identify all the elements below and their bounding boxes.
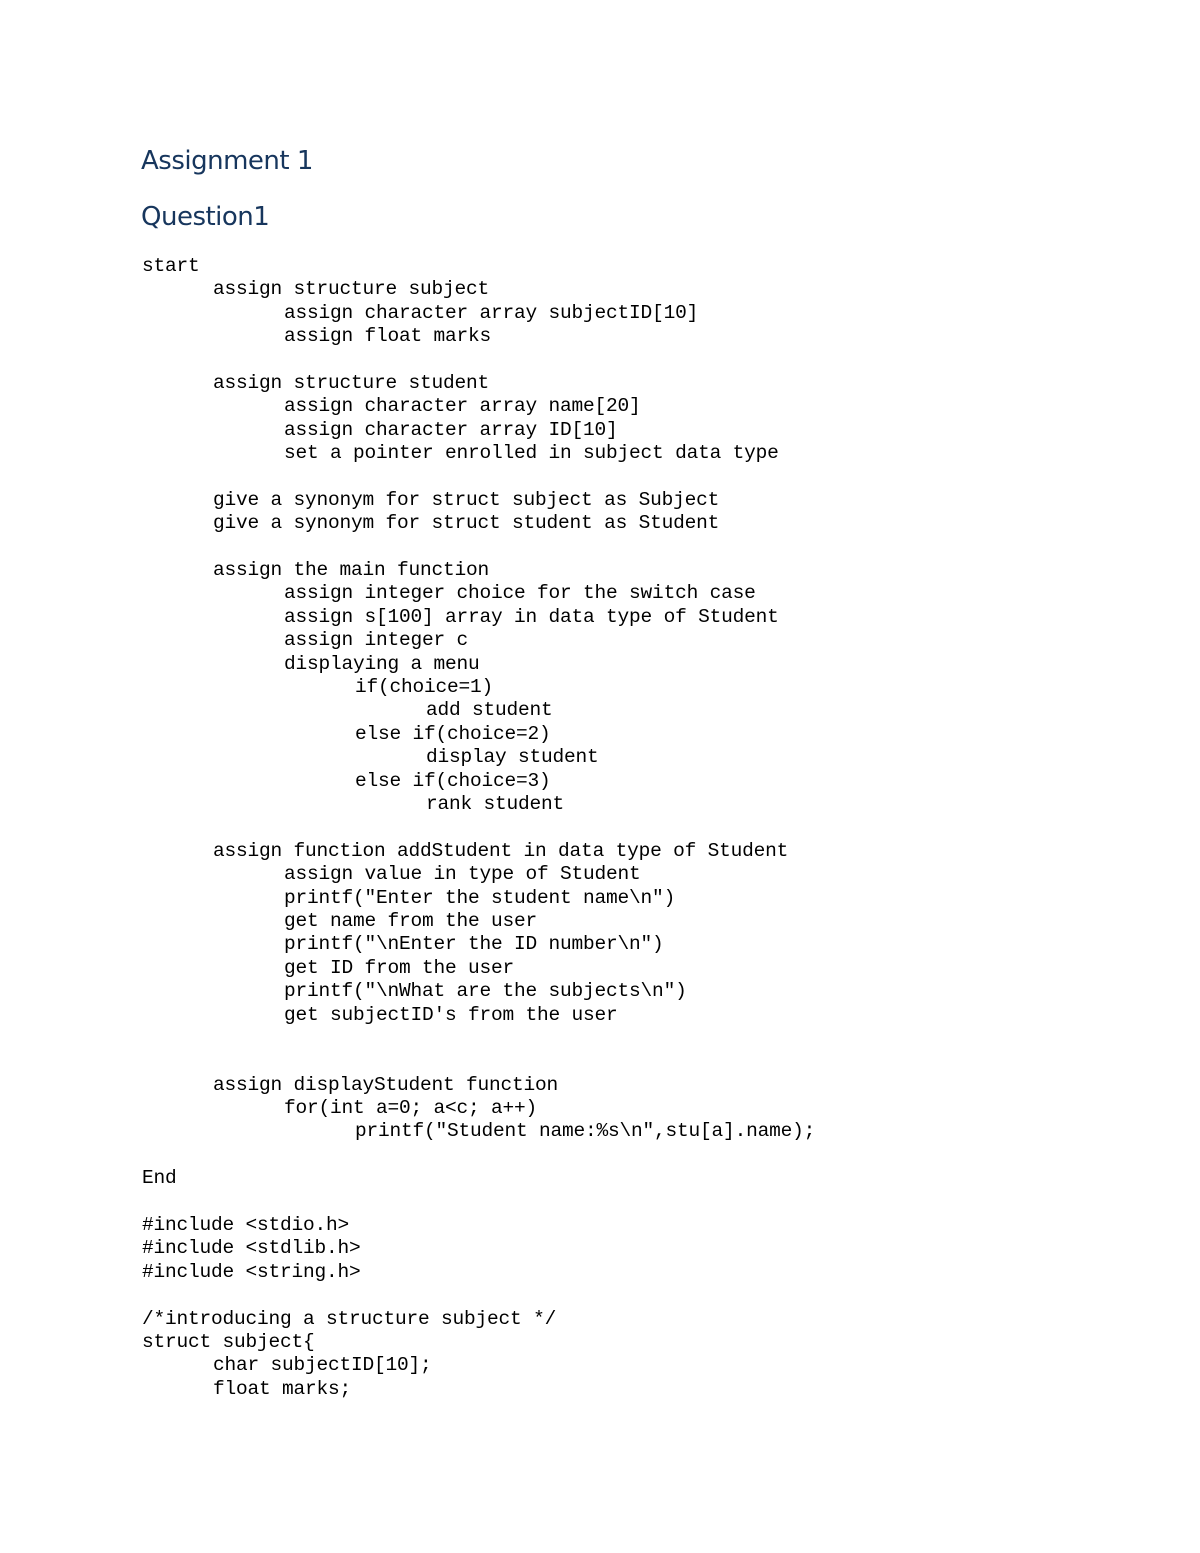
question-heading: Question1 [141, 202, 270, 232]
code-line: End [142, 1167, 177, 1190]
code-line: #include <stdlib.h> [142, 1237, 361, 1260]
code-line: set a pointer enrolled in subject data type [284, 442, 779, 465]
code-line: printf("Enter the student name\n") [284, 886, 676, 909]
code-line: give a synonym for struct subject as Subject [213, 488, 720, 511]
code-line: printf("\nWhat are the subjects\n") [284, 980, 687, 1003]
blank-line [142, 536, 815, 559]
code-line: give a synonym for struct student as Student [213, 512, 720, 535]
code-line: assign structure subject [213, 278, 490, 301]
code-line: get name from the user [284, 909, 538, 932]
code-line: assign structure student [213, 371, 490, 394]
code-line: if(choice=1) [355, 676, 494, 699]
code-line: assign character array subjectID[10] [284, 301, 699, 324]
code-line: struct subject{ [142, 1330, 315, 1353]
blank-line [142, 349, 815, 372]
code-line: assign function addStudent in data type of Student [213, 839, 789, 862]
page-title: Assignment 1 [141, 146, 313, 176]
code-line: float marks; [213, 1377, 352, 1400]
code-line: assign value in type of Student [284, 863, 641, 886]
blank-line [142, 1191, 815, 1214]
code-line: assign the main function [213, 559, 490, 582]
code-line: get ID from the user [284, 956, 515, 979]
blank-line [142, 1050, 815, 1073]
code-line: char subjectID[10]; [213, 1354, 432, 1377]
code-line: assign s[100] array in data type of Student [284, 605, 779, 628]
code-line: assign integer choice for the switch case [284, 582, 756, 605]
code-line: else if(choice=2) [355, 722, 551, 745]
code-line: #include <stdio.h> [142, 1214, 350, 1237]
code-line: else if(choice=3) [355, 769, 551, 792]
code-line: #include <string.h> [142, 1260, 361, 1283]
blank-line [142, 1027, 815, 1050]
code-line: start [142, 255, 200, 277]
code-line: assign integer c [284, 629, 469, 652]
code-line: printf("\nEnter the ID number\n") [284, 933, 664, 956]
code-line: displaying a menu [284, 652, 480, 675]
code-line: get subjectID's from the user [284, 1003, 618, 1026]
pseudocode-block [142, 255, 815, 1401]
code-line: assign displayStudent function [213, 1073, 559, 1096]
code-line: display student [426, 746, 599, 769]
blank-line [142, 816, 815, 839]
code-line: assign character array ID[10] [284, 418, 618, 441]
code-line: assign character array name[20] [284, 395, 641, 418]
blank-line [142, 466, 815, 489]
code-line: /*introducing a structure subject */ [142, 1307, 557, 1330]
code-line: assign float marks [284, 325, 492, 348]
code-line: add student [426, 699, 553, 722]
blank-line [142, 1144, 815, 1167]
code-line: for(int a=0; a<c; a++) [284, 1097, 538, 1120]
code-line: rank student [426, 792, 565, 815]
code-line: printf("Student name:%s\n",stu[a].name); [355, 1120, 816, 1143]
blank-line [142, 1284, 815, 1307]
